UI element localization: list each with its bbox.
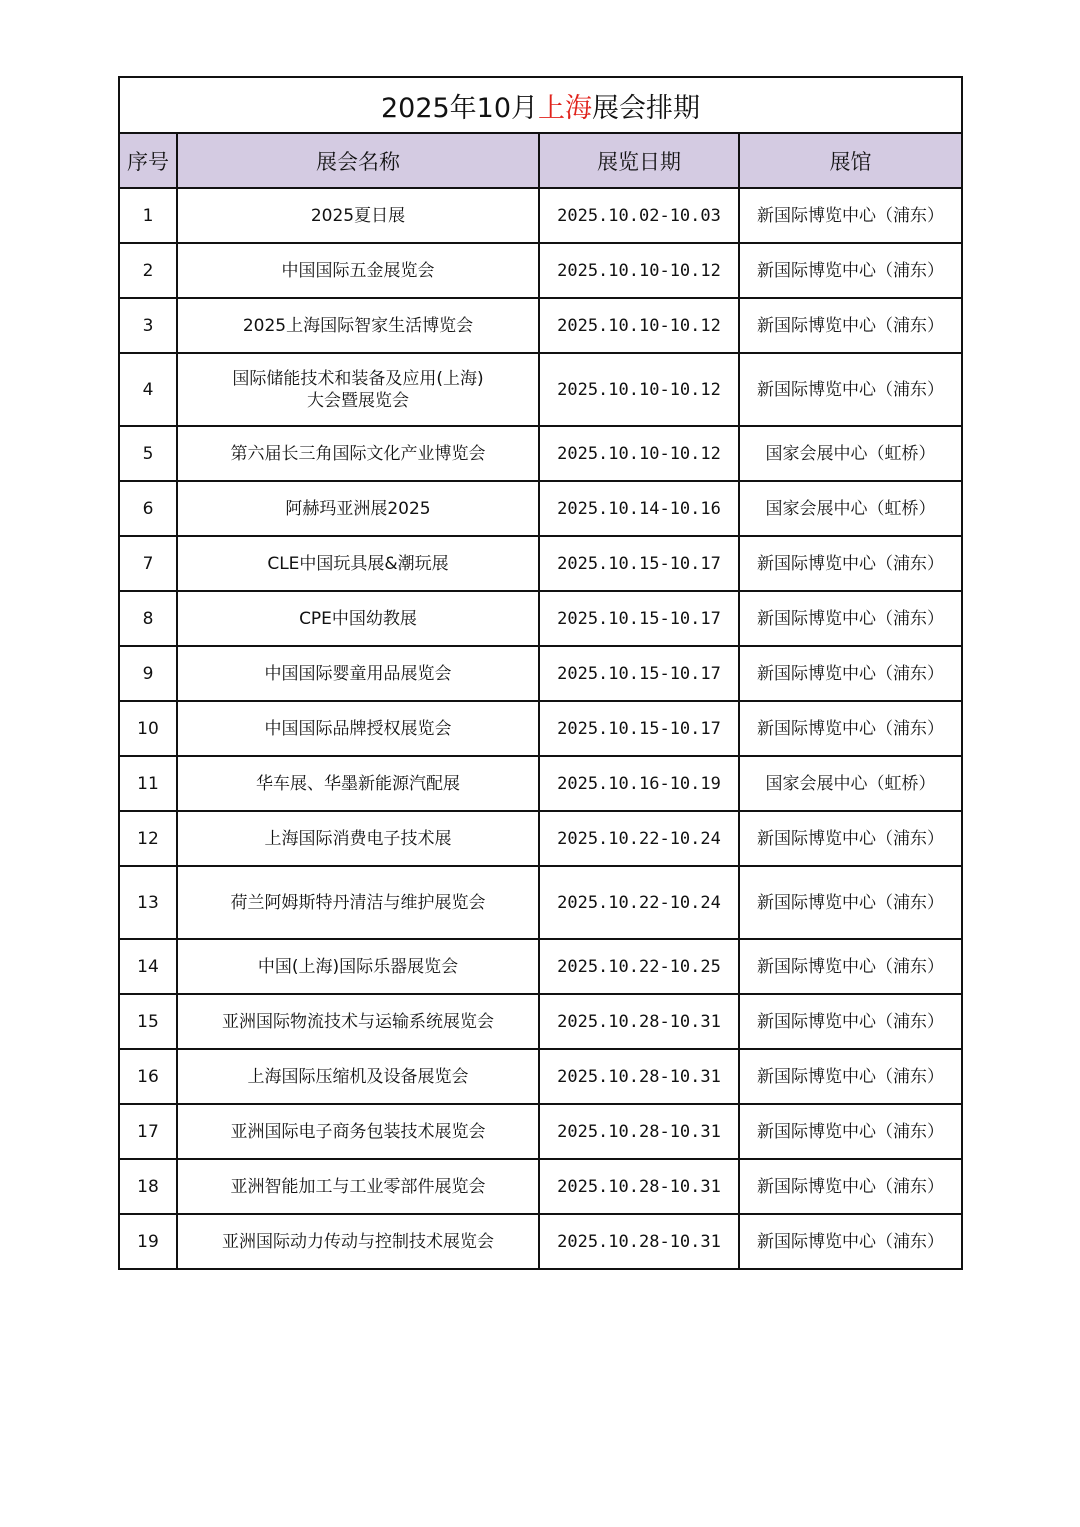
row-no: 6	[119, 481, 177, 536]
table-row	[119, 243, 962, 298]
row-date: 2025.10.28-10.31	[539, 994, 739, 1049]
row-no: 4	[119, 353, 177, 426]
row-venue: 新国际博览中心（浦东）	[739, 1214, 962, 1269]
row-date: 2025.10.15-10.17	[539, 591, 739, 646]
table-row	[119, 353, 962, 426]
table-row	[119, 1049, 962, 1104]
row-date: 2025.10.28-10.31	[539, 1049, 739, 1104]
table-row	[119, 536, 962, 591]
row-no: 16	[119, 1049, 177, 1104]
row-name: 中国国际五金展览会	[177, 243, 539, 298]
row-no: 13	[119, 866, 177, 939]
row-no: 9	[119, 646, 177, 701]
header-name: 展会名称	[177, 133, 539, 188]
row-venue: 新国际博览中心（浦东）	[739, 188, 962, 243]
row-date: 2025.10.22-10.24	[539, 866, 739, 939]
row-name-line2: 大会暨展览会	[307, 390, 409, 411]
row-name: 2025上海国际智家生活博览会	[177, 298, 539, 353]
row-name: 阿赫玛亚洲展2025	[177, 481, 539, 536]
table-row	[119, 811, 962, 866]
row-name: 中国(上海)国际乐器展览会	[177, 939, 539, 994]
row-name: 亚洲国际电子商务包装技术展览会	[177, 1104, 539, 1159]
row-no: 1	[119, 188, 177, 243]
title-row	[119, 77, 962, 133]
row-no: 8	[119, 591, 177, 646]
row-date: 2025.10.28-10.31	[539, 1159, 739, 1214]
header-row	[119, 133, 962, 188]
row-name: CLE中国玩具展&潮玩展	[177, 536, 539, 591]
schedule-table	[118, 76, 963, 1270]
row-venue: 新国际博览中心（浦东）	[739, 1159, 962, 1214]
row-venue: 国家会展中心（虹桥）	[739, 756, 962, 811]
page-title	[119, 77, 962, 133]
row-venue: 新国际博览中心（浦东）	[739, 701, 962, 756]
row-date: 2025.10.22-10.25	[539, 939, 739, 994]
header-date: 展览日期	[539, 133, 739, 188]
row-date: 2025.10.15-10.17	[539, 701, 739, 756]
row-date: 2025.10.28-10.31	[539, 1104, 739, 1159]
header-no: 序号	[119, 133, 177, 188]
table-row	[119, 866, 962, 939]
row-no: 15	[119, 994, 177, 1049]
row-no: 18	[119, 1159, 177, 1214]
table-row	[119, 1104, 962, 1159]
table-row	[119, 481, 962, 536]
row-name: 亚洲智能加工与工业零部件展览会	[177, 1159, 539, 1214]
row-name: 中国国际品牌授权展览会	[177, 701, 539, 756]
row-date: 2025.10.10-10.12	[539, 426, 739, 481]
row-date: 2025.10.15-10.17	[539, 536, 739, 591]
row-venue: 新国际博览中心（浦东）	[739, 1049, 962, 1104]
row-venue: 新国际博览中心（浦东）	[739, 1104, 962, 1159]
row-no: 12	[119, 811, 177, 866]
table-row	[119, 939, 962, 994]
row-date: 2025.10.16-10.19	[539, 756, 739, 811]
row-venue: 新国际博览中心（浦东）	[739, 939, 962, 994]
row-name: 第六届长三角国际文化产业博览会	[177, 426, 539, 481]
row-name: 上海国际压缩机及设备展览会	[177, 1049, 539, 1104]
table-row	[119, 646, 962, 701]
row-date: 2025.10.28-10.31	[539, 1214, 739, 1269]
row-name: 上海国际消费电子技术展	[177, 811, 539, 866]
title-suffix: 展会排期	[592, 92, 701, 124]
row-venue: 新国际博览中心（浦东）	[739, 811, 962, 866]
row-venue: 国家会展中心（虹桥）	[739, 481, 962, 536]
row-name: 亚洲国际物流技术与运输系统展览会	[177, 994, 539, 1049]
table-row	[119, 298, 962, 353]
table-row	[119, 1159, 962, 1214]
row-venue: 新国际博览中心（浦东）	[739, 866, 962, 939]
row-no: 19	[119, 1214, 177, 1269]
row-no: 10	[119, 701, 177, 756]
row-date: 2025.10.22-10.24	[539, 811, 739, 866]
row-name: 华车展、华墨新能源汽配展	[177, 756, 539, 811]
row-venue: 新国际博览中心（浦东）	[739, 994, 962, 1049]
table-row	[119, 426, 962, 481]
table-row	[119, 756, 962, 811]
header-venue: 展馆	[739, 133, 962, 188]
row-no: 11	[119, 756, 177, 811]
row-no: 5	[119, 426, 177, 481]
row-date: 2025.10.02-10.03	[539, 188, 739, 243]
row-name-line1: 国际储能技术和装备及应用(上海)	[232, 368, 484, 389]
table-row	[119, 994, 962, 1049]
title-prefix: 2025年10月	[380, 92, 539, 124]
row-no: 3	[119, 298, 177, 353]
row-venue: 新国际博览中心（浦东）	[739, 298, 962, 353]
row-date: 2025.10.15-10.17	[539, 646, 739, 701]
table-row	[119, 188, 962, 243]
row-date: 2025.10.10-10.12	[539, 243, 739, 298]
row-name: CPE中国幼教展	[177, 591, 539, 646]
row-venue: 新国际博览中心（浦东）	[739, 646, 962, 701]
row-date: 2025.10.10-10.12	[539, 298, 739, 353]
row-name: 荷兰阿姆斯特丹清洁与维护展览会	[177, 866, 539, 939]
row-venue: 新国际博览中心（浦东）	[739, 243, 962, 298]
row-venue: 新国际博览中心（浦东）	[739, 353, 962, 426]
row-no: 14	[119, 939, 177, 994]
row-name: 2025夏日展	[177, 188, 539, 243]
row-no: 7	[119, 536, 177, 591]
table-row	[119, 591, 962, 646]
row-name: 亚洲国际动力传动与控制技术展览会	[177, 1214, 539, 1269]
row-name: 中国国际婴童用品展览会	[177, 646, 539, 701]
row-no: 17	[119, 1104, 177, 1159]
row-date: 2025.10.14-10.16	[539, 481, 739, 536]
row-no: 2	[119, 243, 177, 298]
title-highlight: 上海	[538, 92, 593, 124]
row-name	[177, 353, 539, 426]
row-date: 2025.10.10-10.12	[539, 353, 739, 426]
row-venue: 国家会展中心（虹桥）	[739, 426, 962, 481]
table-row	[119, 701, 962, 756]
row-venue: 新国际博览中心（浦东）	[739, 591, 962, 646]
table-row	[119, 1214, 962, 1269]
row-venue: 新国际博览中心（浦东）	[739, 536, 962, 591]
